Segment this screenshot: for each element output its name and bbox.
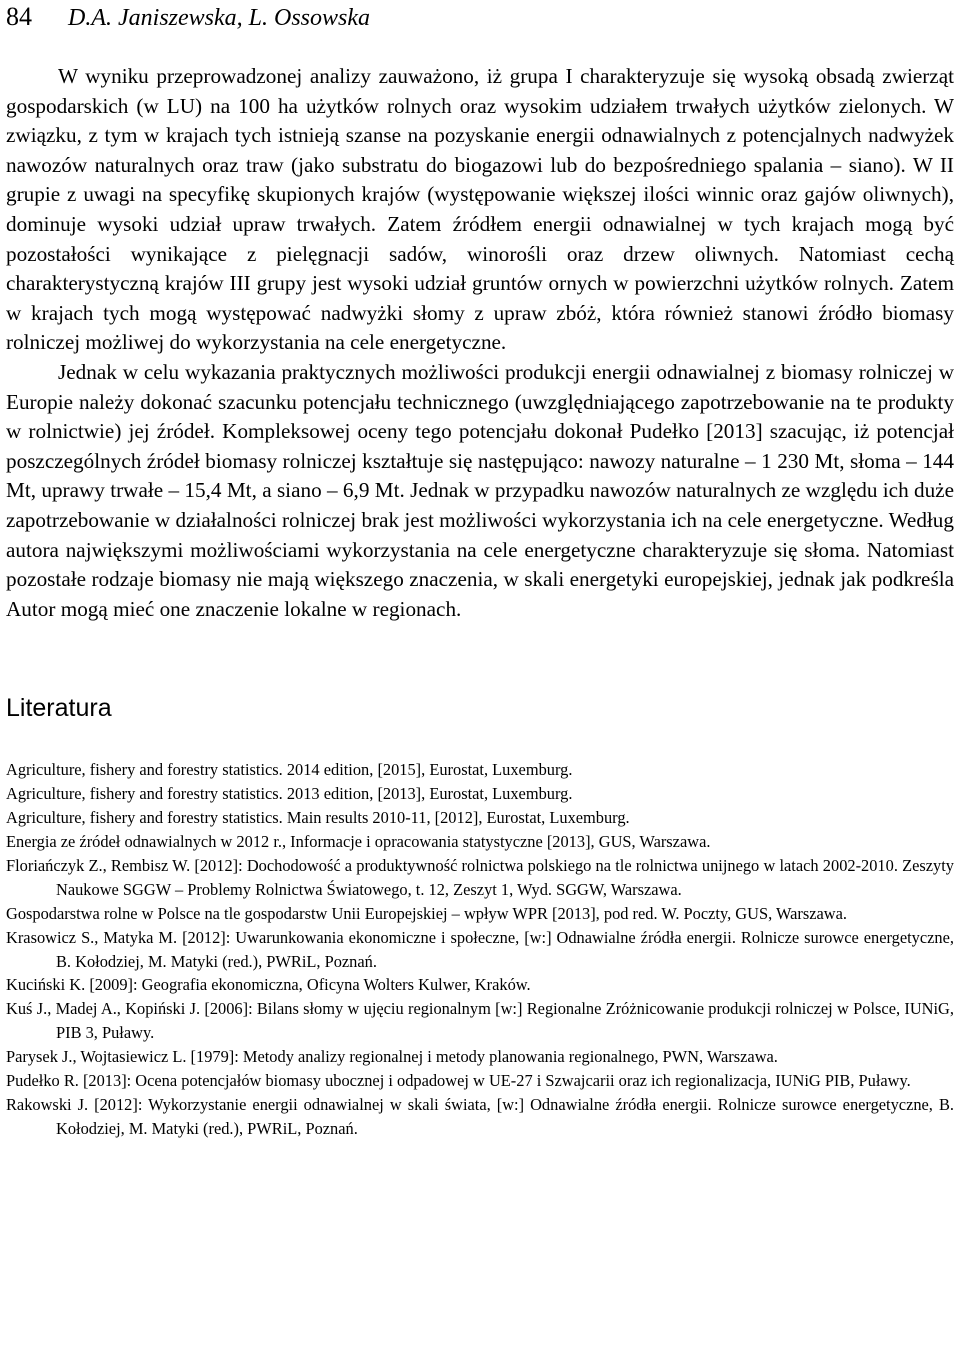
reference-item: Parysek J., Wojtasiewicz L. [1979]: Metody analizy regionalnej i metody planowania regionalnego, PWN, Warszawa.	[6, 1047, 778, 1067]
paragraph: W wyniku przeprowadzonej analizy zauważono, iż grupa I charakteryzuje się wysoką obsadą zwierząt gospodarskich (w LU) na 100 ha użytków rolnych oraz wysokim udziałem trwałych użytków zielonych. W związku, z tym w krajach tych istnieją szanse na pozyskanie energii odnawialnych z potencjalnych nadwyżek nawozów naturalnych oraz traw (jako substratu do biogazowi lub do bezpośredniego spalania – siano). W II grupie z uwagi na specyfikę skupionych krajów (występowanie większej ilości winnic oraz gajów oliwnych), dominuje wysoki udział upraw trwałych. Zatem źródłem energii odnawialnej w tych krajach mogą być pozostałości wynikające z pielęgnacji sadów, winorośli oraz drzew oliwnych. Natomiast cechą charakterystyczną krajów III grupy jest wysoki udział gruntów ornych w powierzchni użytków rolnych. Zatem w krajach tych mogą występować nadwyżki słomy z upraw zbóż, która również stanowi źródło biomasy rolniczej możliwej do wykorzystania na cele energetyczne.	[6, 64, 954, 355]
running-head: D.A. Janiszewska, L. Ossowska	[68, 5, 371, 31]
document-page	[6, 0, 954, 1141]
reference-item: Kuciński K. [2009]: Geografia ekonomiczna, Oficyna Wolters Kulwer, Kraków.	[6, 975, 531, 995]
reference-item: Agriculture, fishery and forestry statistics. 2013 edition, [2013], Eurostat, Luxemburg.	[6, 784, 573, 804]
page-header	[6, 0, 954, 38]
reference-item: Gospodarstwa rolne w Polsce na tle gospodarstw Unii Europejskiej – wpływ WPR [2013], pod red. W. Poczty, GUS, Warszawa.	[6, 903, 848, 923]
section-heading-literatura: Literatura	[6, 694, 112, 723]
reference-item: Agriculture, fishery and forestry statistics. Main results 2010-11, [2012], Eurostat, Luxemburg.	[6, 808, 630, 828]
paragraph: Jednak w celu wykazania praktycznych możliwości produkcji energii odnawialnej z biomasy rolniczej w Europie należy dokonać szacunku potencjału technicznego (uwzględniającego zapotrzebowanie na te produkty w rolnictwie) jej źródeł. Kompleksowej oceny tego potencjału dokonał Pudełko [2013] szacując, iż potencjał poszczególnych źródeł biomasy rolniczej kształtuje się następująco: nawozy naturalne – 1 230 Mt, słoma – 144 Mt, uprawy trwałe – 15,4 Mt, a siano – 6,9 Mt. Jednak w przypadku nawozów naturalnych ze względu ich duże zapotrzebowanie w działalności rolniczej brak jest możliwości wykorzystania ich na cele energetyczne. Według autora największymi możliwościami wykorzystania na cele energetyczne charakteryzuje się słoma. Natomiast pozostałe rodzaje biomasy nie mają większego znaczenia, w skali energetyki europejskiej, jednak jak podkreśla Autor mogą mieć one znaczenie lokalne w regionach.	[6, 359, 954, 621]
page-number: 84	[6, 2, 32, 31]
reference-item: Kuś J., Madej A., Kopiński J. [2006]: Bilans słomy w ujęciu regionalnym [w:] Regionalne Zróżnicowanie produkcji rolniczej w Polsce, IUNiG, PIB 3, Puławy.	[6, 999, 954, 1043]
reference-item: Rakowski J. [2012]: Wykorzystanie energii odnawialnej w skali świata, [w:] Odnawialne źródła energii. Rolnicze surowce energetyczne, B. Kołodziej, M. Matyki (red.), PWRiL, Poznań.	[6, 1094, 954, 1138]
body-text	[6, 62, 954, 624]
reference-item: Krasowicz S., Matyka M. [2012]: Uwarunkowania ekonomiczne i społeczne, [w:] Odnawialne źródła energii. Rolnicze surowce energetyczne, B. Kołodziej, M. Matyki (red.), PWRiL, Poznań.	[6, 927, 954, 971]
reference-item: Energia ze źródeł odnawialnych w 2012 r., Informacje i opracowania statystyczne [2013], GUS, Warszawa.	[6, 832, 711, 851]
references-list	[6, 758, 954, 1141]
reference-item: Floriańczyk Z., Rembisz W. [2012]: Dochodowość a produktywność rolnictwa polskiego na tle rolnictwa unijnego w latach 2002-2010. Zeszyty Naukowe SGGW – Problemy Rolnictwa Światowego, t. 12, Zeszyt 1, Wyd. SGGW, Warszawa.	[6, 855, 954, 899]
reference-item: Pudełko R. [2013]: Ocena potencjałów biomasy ubocznej i odpadowej w UE-27 i Szwajcarii oraz ich regionalizacja, IUNiG PIB, Puławy.	[6, 1071, 911, 1091]
reference-item: Agriculture, fishery and forestry statistics. 2014 edition, [2015], Eurostat, Luxemburg.	[6, 760, 573, 780]
